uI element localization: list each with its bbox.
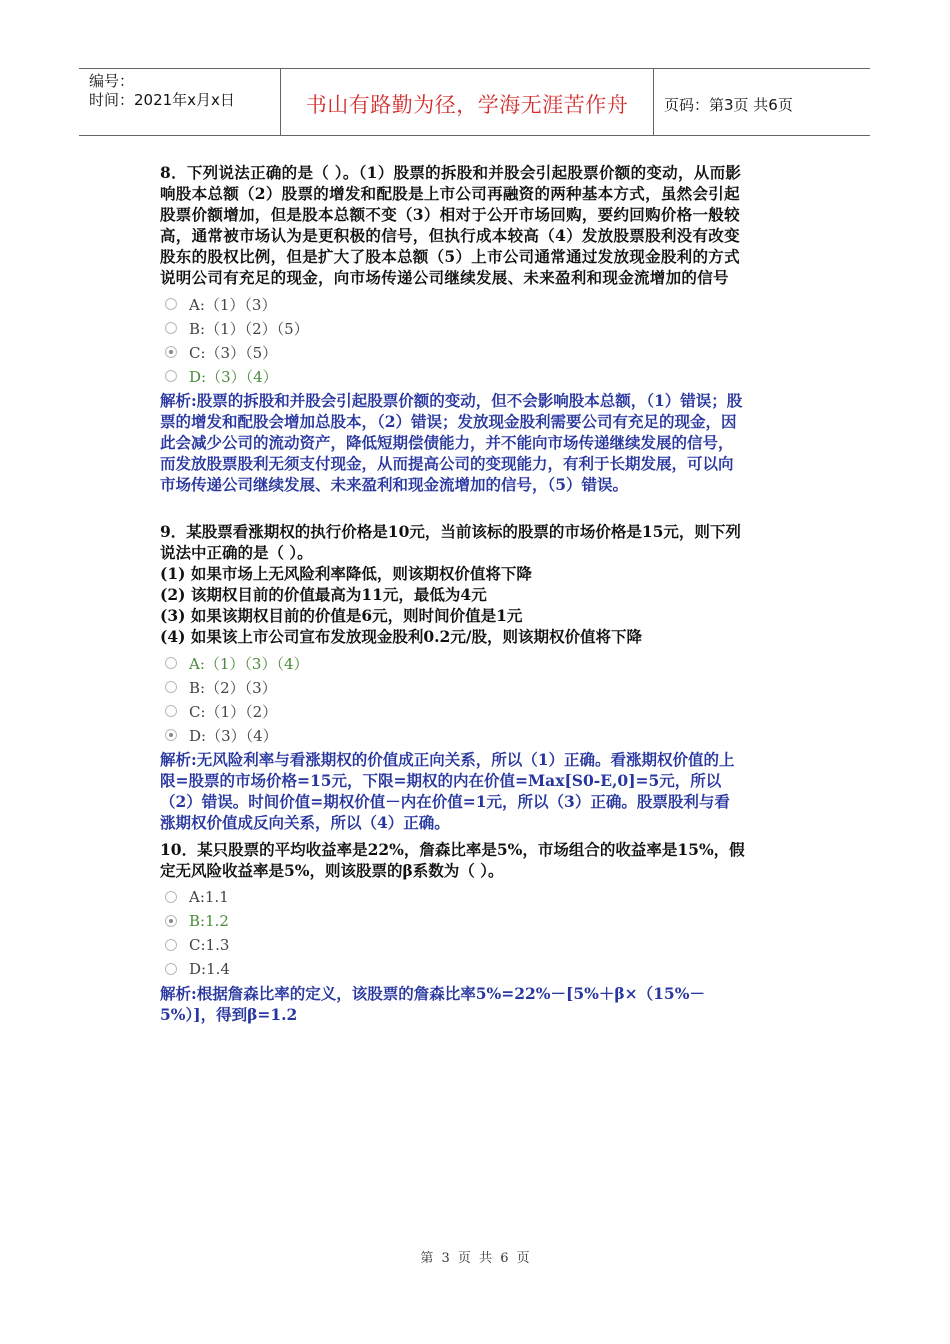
option-b[interactable] xyxy=(165,316,745,340)
header-meta xyxy=(79,69,281,135)
option-label: A:（1）（3）（4） xyxy=(189,654,309,673)
option-a[interactable] xyxy=(165,292,745,316)
radio-button[interactable] xyxy=(165,891,177,903)
option-label: C:（3）（5） xyxy=(189,343,278,362)
option-label: D:（3）（4） xyxy=(189,367,278,386)
option-label: A:（1）（3） xyxy=(189,295,277,314)
radio-button[interactable] xyxy=(165,657,177,669)
question-text: 9．某股票看涨期权的执行价格是10元，当前该标的股票的市场价格是15元，则下列说法中正确的是（ ）。 xyxy=(160,522,741,562)
option-a[interactable] xyxy=(165,885,745,909)
page-info: 页码：第3页 共6页 xyxy=(664,95,793,114)
radio-button[interactable] xyxy=(165,939,177,951)
question-text: 10．某只股票的平均收益率是22%，詹森比率是5%，市场组合的收益率是15%，假定无风险收益率是5%，则该股票的β系数为（ ）。 xyxy=(160,840,745,880)
option-label: C:（1）（2） xyxy=(189,702,278,721)
radio-button[interactable] xyxy=(165,370,177,382)
option-list xyxy=(160,292,745,388)
option-d[interactable] xyxy=(165,723,745,747)
sub-item: (2) 该期权目前的价值最高为11元，最低为4元 xyxy=(160,585,487,604)
analysis-text: 解析:无风险利率与看涨期权的价值成正向关系，所以（1）正确。看涨期权价值的上限=股票的市场价格=15元，下限=期权的内在价值=Max[S0-E,0]=5元，所以（2）错误。时间价值=期权价值－内在价值=1元，所以（3）正确。股票股利与看涨期权价值成反向关系，所以（4）正确。 xyxy=(160,750,735,832)
page-footer: 第 3 页 共 6 页 xyxy=(420,1251,530,1266)
option-b[interactable] xyxy=(165,675,745,699)
question-list xyxy=(160,162,745,1025)
option-label: D:1.4 xyxy=(189,960,230,978)
option-c[interactable] xyxy=(165,933,745,957)
option-c[interactable] xyxy=(165,699,745,723)
sub-item: (1) 如果市场上无风险利率降低，则该期权价值将下降 xyxy=(160,564,532,583)
option-label: D:（3）（4） xyxy=(189,726,278,745)
number-label: 编号： xyxy=(89,72,135,90)
question-8 xyxy=(160,162,745,495)
radio-button[interactable] xyxy=(165,963,177,975)
option-d[interactable] xyxy=(165,957,745,981)
motto: 书山有路勤为径，学海无涯苦作舟 xyxy=(281,69,654,135)
option-a[interactable] xyxy=(165,651,745,675)
radio-button[interactable] xyxy=(165,298,177,310)
radio-button[interactable] xyxy=(165,705,177,717)
radio-button[interactable] xyxy=(165,322,177,334)
radio-button-selected[interactable] xyxy=(165,915,177,927)
header-table xyxy=(79,68,870,136)
time-label: 时间：2021年x月x日 xyxy=(89,91,235,109)
option-list xyxy=(160,651,745,747)
sub-item: (4) 如果该上市公司宣布发放现金股利0.2元/股，则该期权价值将下降 xyxy=(160,627,642,646)
option-d[interactable] xyxy=(165,364,745,388)
option-label: A:1.1 xyxy=(189,888,229,906)
option-label: B:（2）（3） xyxy=(189,678,277,697)
question-text: 8．下列说法正确的是（ ）。（1）股票的拆股和并股会引起股票价额的变动，从而影响股本总额（2）股票的增发和配股是上市公司再融资的两种基本方式，虽然会引起股票价额增加，但是股本总额不变（3）相对于公开市场回购，要约回购价格一般较高，通常被市场认为是更积极的信号，但执行成本较高（4）发放股票股利没有改变股东的股权比例，但是扩大了股本总额（5）上市公司通常通过发放现金股利的方式说明公司有充足的现金，向市场传递公司继续发展、未来盈利和现金流增加的信号 xyxy=(160,163,742,287)
analysis-text: 解析:股票的拆股和并股会引起股票价额的变动，但不会影响股本总额，（1）错误；股票的增发和配股会增加总股本，（2）错误；发放现金股利需要公司有充足的现金，因此会减少公司的流动资产，降低短期偿债能力，并不能向市场传递继续发展的信号，而发放股票股利无须支付现金，从而提高公司的变现能力，有利于长期发展，可以向市场传递公司继续发展、未来盈利和现金流增加的信号，（5）错误。 xyxy=(160,391,743,494)
option-label: B:（1）（2）（5） xyxy=(189,319,309,338)
radio-button-selected[interactable] xyxy=(165,729,177,741)
radio-button[interactable] xyxy=(165,681,177,693)
sub-item: (3) 如果该期权目前的价值是6元，则时间价值是1元 xyxy=(160,606,523,625)
option-list xyxy=(160,885,745,981)
option-label: B:1.2 xyxy=(189,912,229,930)
option-c[interactable] xyxy=(165,340,745,364)
question-9 xyxy=(160,521,745,833)
analysis-text: 解析:根据詹森比率的定义，该股票的詹森比率5%=22%－[5%＋β×（15%－5%）]，得到β=1.2 xyxy=(160,984,705,1024)
radio-button-selected[interactable] xyxy=(165,346,177,358)
option-label: C:1.3 xyxy=(189,936,230,954)
question-10 xyxy=(160,839,745,1025)
option-b[interactable] xyxy=(165,909,745,933)
